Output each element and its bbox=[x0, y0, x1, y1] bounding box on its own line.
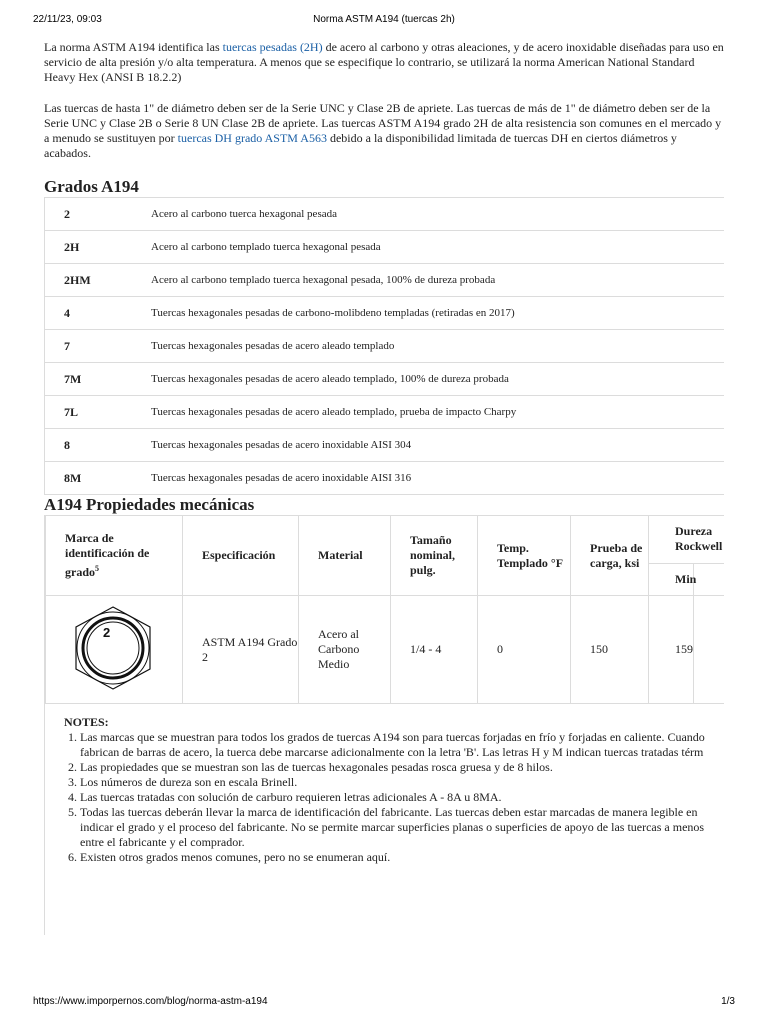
hardness-min-cell: 159 bbox=[649, 596, 694, 704]
properties-table bbox=[45, 515, 724, 704]
article-content bbox=[44, 40, 724, 990]
grade-description: Tuercas hexagonales pesadas de carbono-molibdeno templadas (retiradas en 2017) bbox=[151, 297, 724, 330]
notes-title: NOTES: bbox=[64, 715, 109, 729]
header-temper-temp: Temp. Templado °F bbox=[478, 516, 571, 596]
grade-code: 7L bbox=[45, 396, 152, 429]
intro-text: de acero al carbono y otras aleaciones, y de acero inoxidable diseñadas para uso en servicio de alta presión y/o alta temperatura. A menos que se especifique lo contrario, se utilizará la norma American National Standard Heavy Hex (ANSI B 18.2.2) bbox=[44, 40, 724, 84]
grade-description: Acero al carbono templado tuerca hexagonal pesada, 100% de dureza probada bbox=[151, 264, 724, 297]
hardness-max-cell bbox=[694, 596, 725, 704]
grade-code: 2H bbox=[45, 231, 152, 264]
grades-table bbox=[44, 197, 724, 495]
grade-code: 4 bbox=[45, 297, 152, 330]
note-line: 2. Las propiedades que se muestran son las de tuercas hexagonales pesadas rosca gruesa y de 8 hilos. bbox=[80, 760, 553, 774]
print-footer bbox=[0, 996, 768, 1014]
grade-row bbox=[45, 330, 725, 363]
note-line: entre el fabricante y el comprador. bbox=[80, 835, 245, 849]
hex-nut-icon bbox=[68, 603, 158, 693]
grade-row bbox=[45, 363, 725, 396]
size-cell: 1/4 - 4 bbox=[391, 596, 478, 704]
print-url: https://www.imporpernos.com/blog/norma-astm-a194 bbox=[33, 996, 268, 1007]
note-item bbox=[80, 730, 724, 760]
grade-row bbox=[45, 198, 725, 231]
intro-text: debido a la disponibilidad limitada de tuercas DH en ciertos diámetros y acabados. bbox=[44, 131, 677, 160]
properties-table-container bbox=[44, 515, 724, 935]
grade-row bbox=[45, 396, 725, 429]
header-grade-mark: Marca de identificación de grado$^5$ bbox=[46, 516, 183, 596]
note-line: indicar el grado y el proceso del fabricante. No se permite marcar superficies planas o superficies de apoyo de las tuercas a menos bbox=[80, 820, 705, 834]
properties-row bbox=[46, 596, 725, 704]
intro-text: La norma ASTM A194 identifica las bbox=[44, 40, 223, 54]
grade-code: 7 bbox=[45, 330, 152, 363]
print-page-number: 1/3 bbox=[721, 996, 735, 1007]
link-tuercas-dh-a563[interactable]: tuercas DH grado ASTM A563 bbox=[177, 131, 327, 145]
grade-row bbox=[45, 231, 725, 264]
note-item bbox=[80, 775, 724, 790]
notes-block bbox=[64, 715, 724, 865]
grade-row bbox=[45, 462, 725, 495]
note-line: 1. Las marcas que se muestran para todos los grados de tuercas A194 son para tuercas forjadas en frío y forjadas en caliente. Cuando bbox=[80, 730, 705, 744]
spec-cell: ASTM A194 Grado 2 bbox=[183, 596, 299, 704]
link-tuercas-pesadas-2h[interactable]: tuercas pesadas (2H) bbox=[222, 40, 323, 54]
grade-description: Tuercas hexagonales pesadas de acero aleado templado bbox=[151, 330, 724, 363]
grade-description: Tuercas hexagonales pesadas de acero inoxidable AISI 316 bbox=[151, 462, 724, 495]
grade-description: Acero al carbono templado tuerca hexagonal pesada bbox=[151, 231, 724, 264]
header-material: Material bbox=[299, 516, 391, 596]
temp-cell: 0 bbox=[478, 596, 571, 704]
properties-heading: A194 Propiedades mecánicas bbox=[44, 495, 255, 514]
note-item bbox=[80, 760, 724, 775]
grade-code: 2 bbox=[45, 198, 152, 231]
grades-heading: Grados A194 bbox=[44, 177, 139, 196]
grade-description: Tuercas hexagonales pesadas de acero aleado templado, 100% de dureza probada bbox=[151, 363, 724, 396]
grade-code: 8M bbox=[45, 462, 152, 495]
header-rockwell-hardness: Dureza Rockwell bbox=[649, 516, 725, 564]
intro-paragraph-1 bbox=[44, 40, 724, 85]
note-line: 5. Todas las tuercas deberán llevar la marca de identificación del fabricante. Las tuercas deben estar marcadas de manera legible en bbox=[80, 805, 698, 819]
header-hardness-min: Min bbox=[649, 564, 694, 596]
note-line: 6. Existen otros grados menos comunes, pero no se enumeran aquí. bbox=[80, 850, 391, 864]
proof-load-cell: 150 bbox=[571, 596, 649, 704]
header-hardness-max bbox=[694, 564, 725, 596]
grade-row bbox=[45, 297, 725, 330]
intro-paragraph-2 bbox=[44, 101, 724, 161]
grade-description: Tuercas hexagonales pesadas de acero inoxidable AISI 304 bbox=[151, 429, 724, 462]
header-specification: Especificación bbox=[183, 516, 299, 596]
note-item bbox=[80, 805, 724, 850]
header-nominal-size: Tamaño nominal, pulg. bbox=[391, 516, 478, 596]
grade-code: 7M bbox=[45, 363, 152, 396]
grade-description: Tuercas hexagonales pesadas de acero aleado templado, prueba de impacto Charpy bbox=[151, 396, 724, 429]
print-header bbox=[0, 14, 768, 32]
note-line: 4. Las tuercas tratadas con solución de carburo requieren letras adicionales A - 8A u 8MA. bbox=[80, 790, 502, 804]
grade-code: 8 bbox=[45, 429, 152, 462]
intro-text: Las tuercas de hasta 1" de diámetro deben ser de la Serie UNC y Clase 2B de apriete. Las tuercas de más de 1" de diámetro deben ser de la Serie UNC y Clase 2B o Serie 8 UN Clase 2B de apriete. Las tuercas ASTM A194 grado 2H de alta resistencia son comunes en el mercado y a menudo se sustituyen por bbox=[44, 101, 722, 145]
note-line: fabrican de barras de acero, la tuerca debe marcarse adicionalmente con la letra 'B'. Las letras H y M indican tuercas tratadas térm bbox=[80, 745, 704, 759]
note-line: 3. Los números de dureza son en escala Brinell. bbox=[80, 775, 298, 789]
grade-row bbox=[45, 264, 725, 297]
grade-mark-cell bbox=[46, 596, 183, 704]
nut-grade-mark: 2 bbox=[103, 624, 111, 640]
grade-code: 2HM bbox=[45, 264, 152, 297]
header-proof-load: Prueba de carga, ksi bbox=[571, 516, 649, 596]
notes-list bbox=[64, 730, 724, 865]
print-page-title: Norma ASTM A194 (tuercas 2h) bbox=[313, 14, 455, 25]
grade-description: Acero al carbono tuerca hexagonal pesada bbox=[151, 198, 724, 231]
grade-row bbox=[45, 429, 725, 462]
note-item bbox=[80, 790, 724, 805]
material-cell: Acero al Carbono Medio bbox=[299, 596, 391, 704]
note-item bbox=[80, 850, 724, 865]
print-datetime: 22/11/23, 09:03 bbox=[33, 14, 102, 25]
